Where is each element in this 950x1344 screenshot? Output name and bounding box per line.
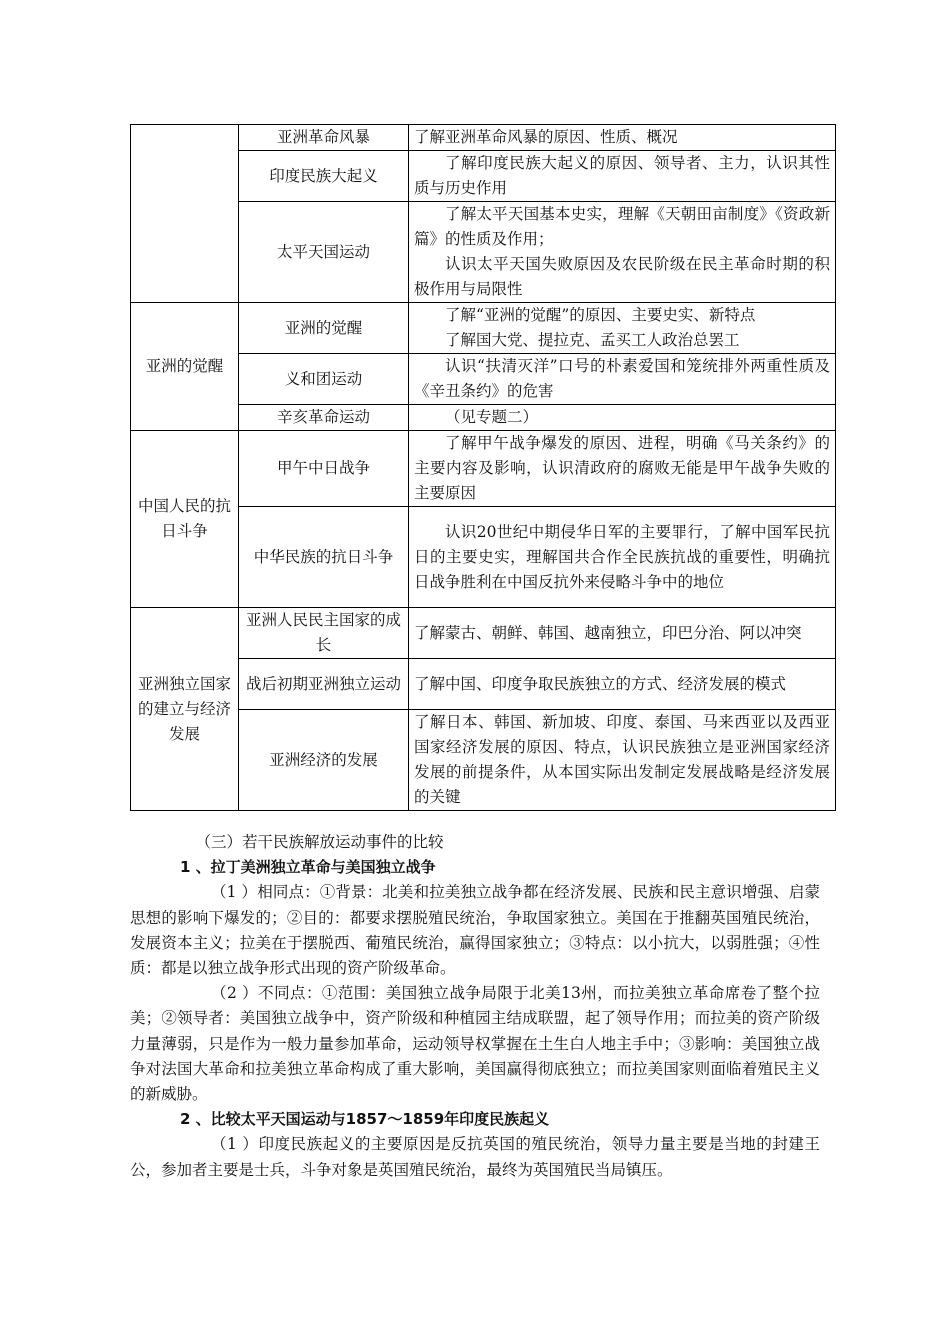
event-cell: 甲午中日战争 (239, 431, 409, 507)
topic-cell: 亚洲独立国家的建立与经济发展 (131, 608, 239, 811)
item-2-paragraph-1: （1 ）印度民族起义的主要原因是反抗英国的殖民统治，领导力量主要是当地的封建王公，参加者主要是士兵，斗争对象是英国殖民统治，最终为英国殖民当局镇压。 (130, 1135, 820, 1179)
requirement-text: 认识太平天国失败原因及农民阶级在民主革命时期的积极作用与局限性 (414, 255, 830, 298)
requirement-cell (409, 303, 836, 354)
requirement-text: 了解甲午战争爆发的原因、进程，明确《马关条约》的主要内容及影响，认识清政府的腐败无能是甲午战争失败的主要原因 (414, 434, 830, 502)
requirement-text: 了解太平天国基本史实，理解《天朝田亩制度》《资政新篇》的性质及作用； (414, 205, 830, 248)
requirement-cell (409, 354, 836, 405)
item-1-paragraph-1: （1 ）相同点：①背景：北美和拉美独立战争都在经济发展、民族和民主意识增强、启蒙思想的影响下爆发的；②目的：都要求摆脱殖民统治，争取国家独立。美国在于推翻英国殖民统治，发展资本主义；拉美在于摆脱西、葡殖民统治，赢得国家独立；③特点：以小抗大，以弱胜强；④性质：都是以独立战争形式出现的资产阶级革命。 (130, 883, 820, 978)
requirement-text: 了解国大党、提拉克、孟买工人政治总罢工 (445, 331, 740, 349)
table-row (131, 125, 836, 151)
event-cell: 亚洲革命风暴 (239, 125, 409, 151)
requirement-text: 了解日本、韩国、新加坡、印度、泰国、马来西亚以及西亚国家经济发展的原因、特点，认识民族独立是亚洲国家经济发展的前提条件，从本国实际出发制定发展战略是经济发展的关键 (414, 713, 830, 806)
event-cell: 太平天国运动 (239, 202, 409, 303)
event-cell: 义和团运动 (239, 354, 409, 405)
requirement-text: 了解印度民族大起义的原因、领导者、主力，认识其性质与历史作用 (414, 154, 830, 197)
requirement-cell (409, 431, 836, 507)
event-cell: 印度民族大起义 (239, 151, 409, 202)
event-cell: 战后初期亚洲独立运动 (239, 659, 409, 710)
history-outline-table (130, 124, 836, 811)
requirement-cell (409, 202, 836, 303)
requirement-cell (409, 125, 836, 151)
requirement-cell (409, 608, 836, 659)
event-cell: 亚洲的觉醒 (239, 303, 409, 354)
requirement-text: 了解亚洲革命风暴的原因、性质、概况 (414, 128, 678, 146)
event-cell: 亚洲人民民主国家的成长 (239, 608, 409, 659)
requirement-text: 认识20世纪中期侵华日军的主要罪行，了解中国军民抗日的主要史实，理解国共合作全民族抗战的重要性，明确抗日战争胜利在中国反抗外来侵略斗争中的地位 (414, 522, 830, 591)
table-row (131, 303, 836, 354)
requirement-text: 了解蒙古、朝鲜、韩国、越南独立，印巴分治、阿以冲突 (414, 623, 802, 642)
item-2-title: 2 、比较太平天国运动与1857～1859年印度民族起义 (180, 1110, 550, 1129)
requirement-cell (409, 659, 836, 710)
topic-cell: 亚洲的觉醒 (131, 303, 239, 431)
event-cell: 辛亥革命运动 (239, 405, 409, 431)
topic-cell-blank (131, 125, 239, 303)
requirement-cell (409, 151, 836, 202)
requirement-text: （见专题二） (445, 408, 539, 426)
requirement-cell (409, 405, 836, 431)
item-1-paragraph-2: （2 ）不同点：①范围：美国独立战争局限于北美13州，而拉美独立革命席卷了整个拉美；②领导者：美国独立战争中，资产阶级和种植园主结成联盟，起了领导作用；而拉美的资产阶级力量薄弱，只是作为一般力量参加革命，运动领导权掌握在土生白人地主手中；③影响：美国独立战争对法国大革命和拉美独立革命构成了重大影响，美国赢得彻底独立；而拉美国家则面临着殖民主义的新威胁。 (130, 984, 820, 1104)
item-1-title: 1 、拉丁美洲独立革命与美国独立战争 (180, 858, 436, 877)
table-row (131, 431, 836, 507)
topic-cell: 中国人民的抗日斗争 (131, 431, 239, 608)
requirement-text: 认识“扶清灭洋”口号的朴素爱国和笼统排外两重性质及《辛丑条约》的危害 (414, 357, 830, 400)
requirement-text: 了解“亚洲的觉醒”的原因、主要史实、新特点 (445, 306, 756, 324)
requirement-cell (409, 507, 836, 608)
requirement-cell (409, 710, 836, 811)
event-cell: 亚洲经济的发展 (239, 710, 409, 811)
section-heading: （三）若干民族解放运动事件的比较 (195, 833, 444, 851)
comparison-section (130, 830, 820, 1183)
event-cell: 中华民族的抗日斗争 (239, 507, 409, 608)
table-row (131, 608, 836, 659)
requirement-text: 了解中国、印度争取民族独立的方式、经济发展的模式 (414, 674, 787, 693)
